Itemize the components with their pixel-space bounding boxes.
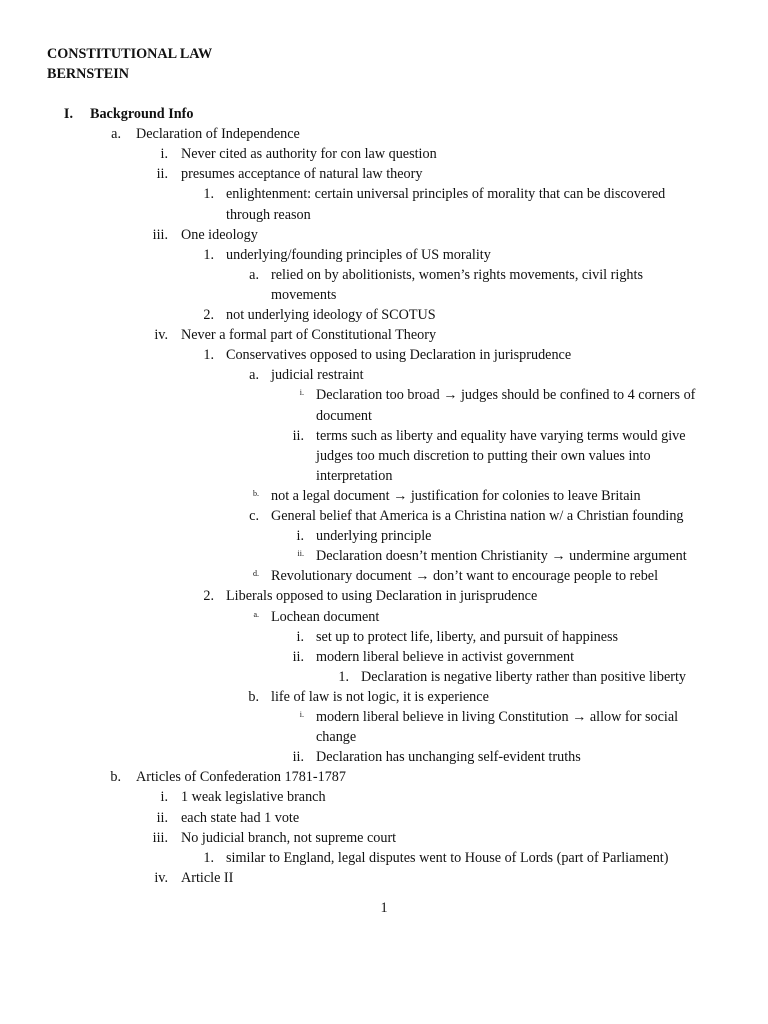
- outline-marker: i.: [160, 146, 168, 163]
- outline-text: Article II: [181, 869, 234, 886]
- outline-line: [0, 687, 768, 707]
- outline-marker: ii.: [292, 427, 304, 444]
- outline-line: [0, 727, 768, 747]
- outline-text: Declaration doesn’t mention Christianity → undermine argument: [316, 548, 687, 565]
- outline-marker: a.: [249, 367, 259, 384]
- outline-marker: 1.: [338, 668, 349, 685]
- outline-line: [0, 526, 768, 546]
- outline-marker: I.: [63, 106, 73, 122]
- outline-text: not underlying ideology of SCOTUS: [226, 307, 436, 323]
- outline-marker: ii.: [292, 749, 304, 766]
- page-number: 1: [380, 900, 388, 916]
- outline-text: not a legal document → justification for colonies to leave Britain: [271, 487, 641, 504]
- outline-marker: d.: [253, 569, 259, 579]
- outline-text: Background Info: [90, 106, 194, 122]
- outline-text: underlying principle: [316, 528, 432, 545]
- outline-line: [0, 305, 768, 325]
- outline-line: [0, 345, 768, 365]
- outline-line: [0, 667, 768, 687]
- outline-marker: c.: [249, 508, 259, 524]
- outline-line: [0, 104, 768, 124]
- outline-line: [0, 365, 768, 385]
- outline-text: judicial restraint: [271, 367, 364, 384]
- outline-line: [0, 848, 768, 868]
- outline-marker: iii.: [152, 226, 168, 243]
- outline-line: [0, 566, 768, 586]
- outline-line: [0, 506, 768, 526]
- outline-line: [0, 325, 768, 345]
- outline-marker: a.: [111, 126, 121, 143]
- outline-line: [0, 164, 768, 184]
- outline-marker: iv.: [154, 869, 168, 886]
- outline-line: [0, 446, 768, 466]
- outline-text: judges too much discretion to putting their own values into: [316, 447, 651, 464]
- outline-text: terms such as liberty and equality have varying terms would give: [316, 427, 686, 444]
- outline-marker: a.: [249, 266, 259, 283]
- outline-marker: i.: [160, 789, 168, 806]
- outline-line: [0, 787, 768, 807]
- outline-marker: 1.: [203, 246, 214, 263]
- outline-text: document: [316, 407, 372, 424]
- outline-text: Lochean document: [271, 608, 380, 625]
- outline-text: No judicial branch, not supreme court: [181, 829, 397, 846]
- outline-marker: i.: [299, 388, 304, 398]
- outline-line: [0, 466, 768, 486]
- outline-text: Declaration too broad → judges should be confined to 4 corners of: [316, 387, 696, 404]
- document-author: BERNSTEIN: [47, 66, 130, 82]
- outline-line: [0, 205, 768, 225]
- outline-marker: b.: [110, 769, 121, 786]
- outline-marker: 1.: [203, 347, 214, 364]
- outline-marker: ii.: [156, 166, 168, 183]
- outline-marker: i.: [296, 528, 304, 545]
- outline-text: Declaration has unchanging self-evident truths: [316, 749, 581, 766]
- outline-text: One ideology: [181, 226, 258, 243]
- outline-marker: ii.: [292, 648, 304, 665]
- outline-marker: b.: [253, 488, 259, 498]
- outline-line: [0, 707, 768, 727]
- document-title: CONSTITUTIONAL LAW: [47, 46, 213, 62]
- outline-text: interpretation: [316, 467, 393, 484]
- outline-text: Articles of Confederation 1781-1787: [136, 769, 346, 786]
- outline-line: [0, 607, 768, 627]
- outline-text: modern liberal believe in living Constitution → allow for social: [316, 709, 679, 725]
- outline-text: Declaration of Independence: [136, 126, 300, 143]
- outline-line: [0, 586, 768, 606]
- outline-line: [0, 184, 768, 204]
- outline-marker: 2.: [203, 307, 214, 323]
- outline-marker: ii.: [297, 549, 304, 559]
- outline-text: Revolutionary document → don’t want to encourage people to rebel: [271, 568, 659, 585]
- outline-line: [0, 245, 768, 265]
- outline-text: 1 weak legislative branch: [181, 789, 326, 806]
- outline-line: [0, 144, 768, 164]
- outline-line: [0, 767, 768, 787]
- outline-marker: 1.: [203, 849, 214, 866]
- outline-line: [0, 808, 768, 828]
- outline-text: Never a formal part of Constitutional Theory: [181, 327, 437, 344]
- outline-line: [0, 265, 768, 285]
- outline-line: [0, 647, 768, 667]
- outline-text: movements: [271, 286, 337, 303]
- outline-line: [0, 406, 768, 426]
- outline-text: each state had 1 vote: [181, 809, 300, 826]
- outline-text: modern liberal believe in activist government: [316, 648, 575, 665]
- outline-line: [0, 285, 768, 305]
- outline-text: similar to England, legal disputes went to House of Lords (part of Parliament): [226, 849, 669, 866]
- outline-line: [0, 627, 768, 647]
- outline-text: set up to protect life, liberty, and pursuit of happiness: [316, 628, 619, 645]
- outline-line: [0, 124, 768, 144]
- outline-line: [0, 747, 768, 767]
- outline-line: [0, 868, 768, 888]
- outline-text: through reason: [226, 206, 311, 223]
- outline-marker: iii.: [152, 829, 168, 846]
- outline-text: Never cited as authority for con law question: [181, 146, 437, 163]
- outline-text: Declaration is negative liberty rather than positive liberty: [361, 668, 687, 685]
- outline-marker: b.: [248, 688, 259, 705]
- outline-line: [0, 486, 768, 506]
- outline-marker: ii.: [156, 809, 168, 826]
- outline-text: enlightenment: certain universal principles of morality that can be discovered: [226, 186, 666, 203]
- outline-marker: a.: [253, 609, 259, 619]
- outline-line: [0, 828, 768, 848]
- outline-line: [0, 225, 768, 245]
- outline-text: General belief that America is a Christina nation w/ a Christian founding: [271, 508, 684, 524]
- outline-text: Liberals opposed to using Declaration in jurisprudence: [226, 588, 538, 605]
- outline-marker: 1.: [203, 186, 214, 203]
- outline-line: [0, 426, 768, 446]
- outline-marker: i.: [296, 628, 304, 645]
- outline-line: [0, 546, 768, 566]
- outline-text: underlying/founding principles of US morality: [226, 246, 491, 263]
- outline-text: Conservatives opposed to using Declaration in jurisprudence: [226, 347, 572, 364]
- outline-text: relied on by abolitionists, women’s rights movements, civil rights: [271, 266, 643, 283]
- outline-text: life of law is not logic, it is experience: [271, 688, 489, 705]
- outline-marker: 2.: [203, 588, 214, 605]
- outline-text: presumes acceptance of natural law theory: [181, 166, 423, 183]
- outline-line: [0, 385, 768, 405]
- outline-marker: i.: [299, 710, 304, 719]
- outline-marker: iv.: [154, 327, 168, 344]
- outline-text: change: [316, 729, 357, 746]
